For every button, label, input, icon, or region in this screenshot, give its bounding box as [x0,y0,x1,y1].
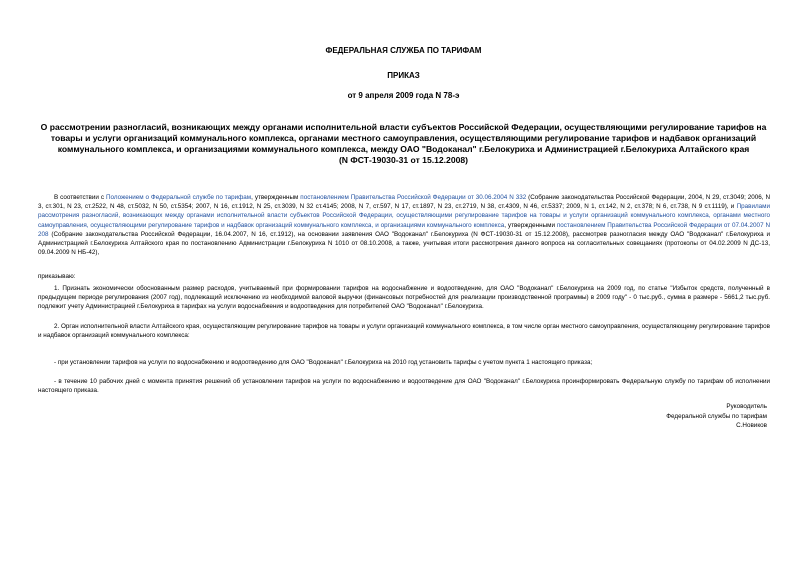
signature-name: С.Новиков [736,422,767,430]
signature-block [666,402,767,431]
order-verb: приказываю: [38,273,76,280]
signature-organization: Федеральной службы по тарифам [666,412,767,420]
document-title [30,122,777,166]
preamble-text-1: , утвержденным [251,194,301,201]
document-title-reference: (N ФСТ-19030-31 от 15.12.2008) [338,155,469,165]
document-type-heading: ПРИКАЗ [387,71,420,80]
document-title-text: О рассмотрении разногласий, возникающих между органами исполнительной власти субъектов Российской Федерации, осуществляющими регулирование тарифов на товары и услуги организаций коммунального комплекса, органами местного самоуправления, осуществляющими регулирование тарифов и надбавок организаций коммунального комплекса, и организациями коммунального комплекса, между ОАО "Водоканал" г.Белокуриха и Администрацией г.Белокуриха Алтайского края [40,122,767,154]
preamble-text-4: (Собрание законодательства Российской Федерации, 16.04.2007, N 16, ст.1912), на основании заявления ОАО "Водоканал" г.Белокуриха (N ФСТ-19030-31 от 15.12.2008), рассмотрев разногласия между ОАО "Водоканал" г.Белокуриха и Администрацией г.Белокуриха Алтайского края по постановлению Администрации г.Белокуриха N 1010 от 08.10.2008, а также, учитывая итоги рассмотрения данного вопроса на согласительных совещаниях (протоколы от 04.02.2009 N ДС-13, 09.04.2009 N НБ-42), [38,230,770,257]
link-regulation-fst[interactable]: Положением о Федеральной службе по тарифам [105,194,252,201]
link-government-decree-332[interactable]: постановлением Правительства Российской Федерации от 30.06.2004 N 332 [300,194,527,201]
order-item-2-sub-2: - в течение 10 рабочих дней с момента принятия решений об установлении тарифов на услуги по водоснабжению и водоотведение для ОАО "Водоканал" г.Белокуриха проинформировать Федеральную службу по тарифам об исполнении настоящего приказа. [38,378,770,395]
document-date-number: от 9 апреля 2009 года N 78-э [347,91,460,100]
order-item-1: 1. Признать экономически обоснованным размер расходов, учитываемый при формировании тарифов на водоснабжение и водоотведение, для ОАО "Водоканал" г.Белокуриха на 2009 год, по статье "Избыток средств, полученный в предыдущем периоде регулирования (2007 год), подлежащий исключению из необходимой валовой выручки (финансовых потребностей для реализации производственной программы) в 2009 году" - 0 тыс.руб., сумма в размере - 5661,2 тыс.руб. подлежит учету Администрацией г.Белокуриха в тарифах на услуги водоснабжения и водоотведения для потребителей ОАО "Водоканал" г.Белокуриха. [38,285,770,311]
link-dispute-rules[interactable]: Правилами рассмотрения разногласий, возникающих между органами исполнительной власти субъектов Российской Федерации, осуществляющими регулирование тарифов на товары и услуги организаций коммунального комплекса, органами местного самоуправления, осуществляющими регулирование тарифов и надбавок организаций коммунального комплекса, и организациями коммунального комплекса [38,203,770,229]
order-item-2-sub-1: - при установлении тарифов на услуги по водоснабжению и водоотведению для ОАО "Водоканал" г.Белокуриха на 2010 год установить тарифы с учетом пункта 1 настоящего приказа; [54,359,593,366]
preamble-text-0: В соответствии с [54,194,106,201]
agency-heading: ФЕДЕРАЛЬНАЯ СЛУЖБА ПО ТАРИФАМ [325,46,482,55]
preamble-text-3: , утвержденными [504,221,557,229]
link-government-decree-208[interactable]: постановлением Правительства Российской Федерации от 07.04.2007 N 208 [38,221,770,238]
order-item-2: 2. Орган исполнительной власти Алтайского края, осуществляющим регулирование тарифов на товары и услуги организаций коммунального комплекса, в том числе орган местного самоуправления, осуществляющему регулирование тарифов и надбавок организаций коммунального комплекса: [38,323,770,340]
preamble-paragraph [38,193,770,257]
signature-position: Руководитель [726,403,767,410]
preamble-text-2: (Собрание законодательства Российской Федерации, 2004, N 29, ст.3049; 2006, N 3, ст.301, N 23, ст.2522, N 48, ст.5032, N 50, ст.5354; 2007, N 16, ст.1912, N 25, ст.3039, N 32 ст.4145; 2008, N 7, ст.597, N 17, ст.1897, N 23, ст.2719, N 38, ст.4309, N 46, ст.5337; 2009, N 1, ст.142, N 2, ст.378; N 6, ст.738, N 9 ст.1119), и [38,194,770,211]
